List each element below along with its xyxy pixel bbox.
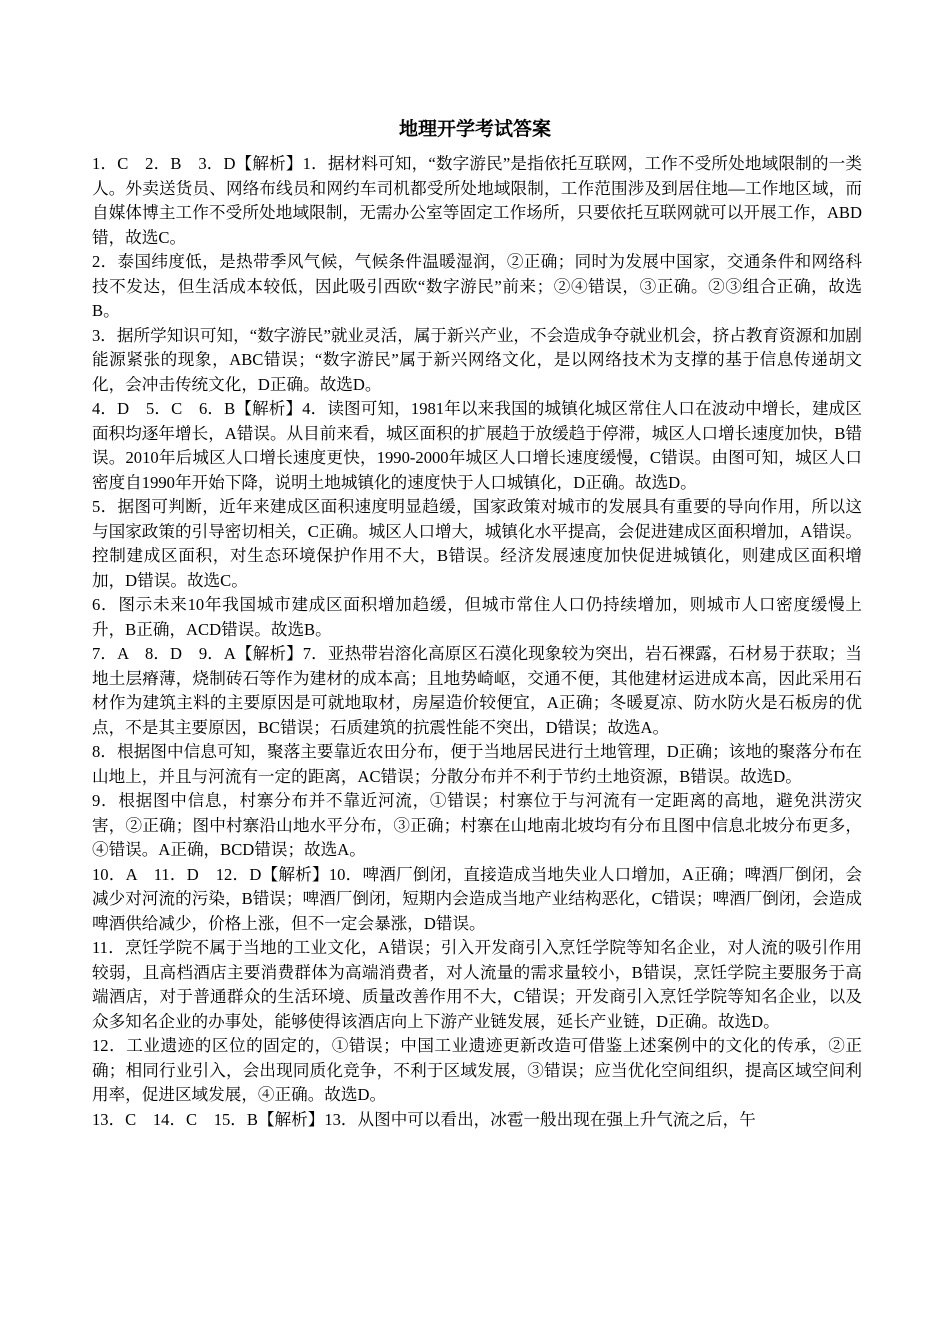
answer-paragraph-6: 6．图示未来10年我国城市建成区面积增加趋缓，但城市常住人口仍持续增加，则城市人口密度缓慢上升，B正确，ACD错误。故选B。 (92, 595, 862, 639)
answer-paragraph-2: 2．泰国纬度低，是热带季风气候，气候条件温暖湿润，②正确；同时为发展中国家，交通条件和网络科技不发达，但生活成本较低，因此吸引西欧“数字游民”前来；②④错误，③正确。②③组合正确，故选B。 (92, 252, 862, 320)
answer-paragraph-7: 7．A 8．D 9．A【解析】7．亚热带岩溶化高原区石漠化现象较为突出，岩石裸露，石材易于获取；当地土层瘠薄，烧制砖石等作为建材的成本高；且地势崎岖，交通不便，其他建材运进成本高，因此采用石材作为建筑主料的主要原因是可就地取材，房屋造价较便宜，A正确；冬暖夏凉、防水防火是石板房的优点，不是其主要原因，BC错误；石质建筑的抗震性能不突出，D错误；故选A。 (92, 644, 862, 737)
answer-paragraph-8: 8．根据图中信息可知，聚落主要靠近农田分布，便于当地居民进行土地管理，D正确；该地的聚落分布在山地上，并且与河流有一定的距离，AC错误；分散分布并不利于节约土地资源，B错误。故选D。 (92, 742, 862, 786)
answer-paragraph-3: 3．据所学知识可知，“数字游民”就业灵活，属于新兴产业，不会造成争夺就业机会，挤占教育资源和加剧能源紧张的现象，ABC错误；“数字游民”属于新兴网络文化，是以网络技术为支撑的基于信息传递胡文化，会冲击传统文化，D正确。故选D。 (92, 325, 862, 394)
answer-paragraph-1: 1．C 2．B 3．D【解析】1．据材料可知，“数字游民”是指依托互联网，工作不受所处地域限制的一类人。外卖送货员、网络布线员和网约车司机都受所处地域限制，工作范围涉及到居住地—工作地区域，而自媒体博主工作不受所处地域限制，无需办公室等固定工作场所，只要依托互联网就可以开展工作，ABD错，故选C。 (92, 154, 862, 247)
answer-paragraph-13: 13．C 14．C 15．B【解析】13．从图中可以看出，冰雹一般出现在强上升气流之后，午 (92, 1109, 756, 1129)
document-body (92, 152, 862, 1132)
answer-paragraph-11: 11．烹饪学院不属于当地的工业文化，A错误；引入开发商引入烹饪学院等知名企业，对人流的吸引作用较弱，且高档酒店主要消费群体为高端消费者，对人流量的需求量较小，B错误，烹饪学院主要服务于高端酒店，对于普通群众的生活环境、质量改善作用不大，C错误；开发商引入烹饪学院等知名企业，以及众多知名企业的办事处，能够使得该酒店向上下游产业链发展，延长产业链，D正确。故选D。 (92, 938, 862, 1031)
answer-paragraph-4: 4．D 5．C 6．B【解析】4．读图可知，1981年以来我国的城镇化城区常住人口在波动中增长，建成区面积均逐年增长，A错误。从目前来看，城区面积的扩展趋于放缓趋于停滞，城区人口增长速度加快，B错误。2010年后城区人口增长速度更快，1990-2000年城区人口增长速度缓慢，C错误。由图可知，城区人口密度自1990年开始下降，说明土地城镇化的速度快于人口城镇化，D正确。故选D。 (92, 399, 862, 492)
answer-paragraph-10: 10．A 11．D 12．D【解析】10．啤酒厂倒闭，直接造成当地失业人口增加，A正确；啤酒厂倒闭，会减少对河流的污染，B错误；啤酒厂倒闭，短期内会造成当地产业结构恶化，C错误；啤酒厂倒闭，会造成啤酒供给减少，价格上涨，但不一定会暴涨，D错误。 (92, 864, 862, 933)
answer-paragraph-5: 5．据图可判断，近年来建成区面积速度明显趋缓，国家政策对城市的发展具有重要的导向作用，所以这与国家政策的引导密切相关，C正确。城区人口增大，城镇化水平提高，会促进建成区面积增加，A错误。控制建成区面积，对生态环境保护作用不大，B错误。经济发展速度加快促进城镇化，则建成区面积增加，D错误。故选C。 (92, 497, 862, 590)
page-title: 地理开学考试答案 (398, 118, 551, 140)
answer-paragraph-9: 9．根据图中信息，村寨分布并不靠近河流，①错误；村寨位于与河流有一定距离的高地，避免洪涝灾害，②正确；图中村寨沿山地水平分布，③正确；村寨在山地南北坡均有分布且图中信息北坡分布更多，④错误。A正确，BCD错误；故选A。 (92, 791, 862, 859)
answer-paragraph-12: 12．工业遗迹的区位的固定的，①错误；中国工业遗迹更新改造可借鉴上述案例中的文化的传承，②正确；相同行业引入，会出现同质化竞争，不利于区域发展，③错误；应当优化空间组织，提高区域空间利用率，促进区域发展，④正确。故选D。 (92, 1036, 862, 1104)
